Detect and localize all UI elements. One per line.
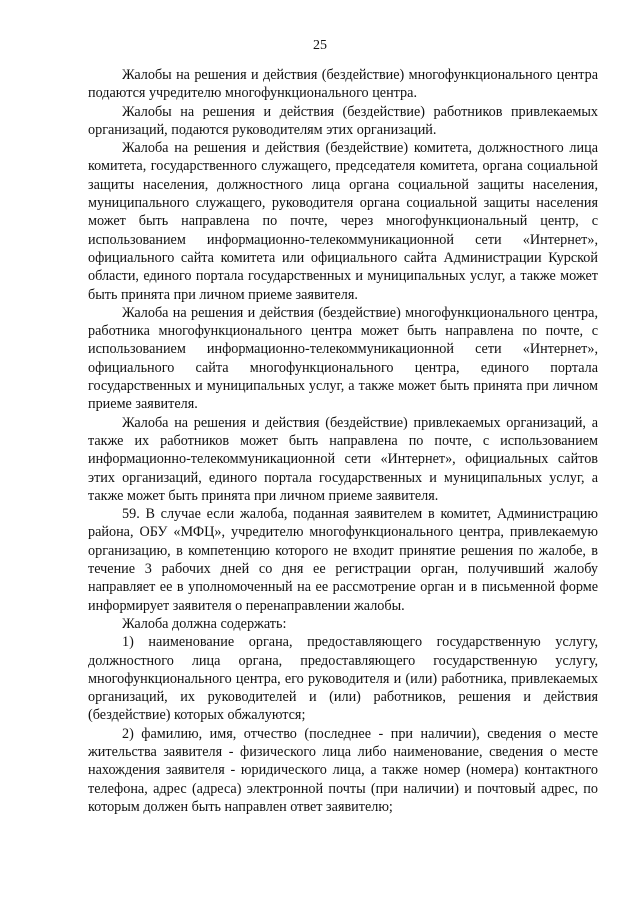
paragraph-item-59: 59. В случае если жалоба, поданная заявителем в комитет, Администрацию района, ОБУ «МФЦ», учредителю многофункционального центра, привлекаемую организацию, в компетенцию которого не входит принятие решения по жалобе, в течение 3 рабочих дней со дня ее регистрации орган, получивший жалобу направляет ее в уполномоченный на ее рассмотрение орган и в письменной форме информирует заявителя о перенаправлении жалобы. (88, 506, 598, 614)
list-item: 1) наименование органа, предоставляющего государственную услугу, должностного лица органа, предоставляющего государственную услугу, многофункционального центра, его руководителя и (или) работника, привлекаемых организаций, их руководителей и (или) работников, решения и действия (бездействие) которых обжалуются; (88, 634, 598, 724)
paragraph: Жалобы на решения и действия (бездействие) работников привлекаемых организаций, подаются руководителям этих организаций. (88, 103, 598, 138)
paragraph: Жалоба должна содержать: (122, 615, 287, 632)
paragraph: Жалобы на решения и действия (бездействие) многофункционального центра подаются учредителю многофункционального центра. (88, 67, 598, 102)
page-number: 25 (313, 38, 327, 53)
list-item: 2) фамилию, имя, отчество (последнее - при наличии), сведения о месте жительства заявителя - физического лица либо наименование, сведения о месте нахождения заявителя - юридического лица, а также номер (номера) контактного телефона, адрес (адреса) электронной почты (при наличии) и почтовый адрес, по которым должен быть направлен ответ заявителю; (88, 725, 598, 815)
paragraph: Жалоба на решения и действия (бездействие) комитета, должностного лица комитета, государственного служащего, председателя комитета, органа социальной защиты населения, должностного лица органа социальной защиты населения, муниципального служащего, руководителя органа социальной защиты населения может быть направлена по почте, через многофункциональный центр, с использованием информационно-телекоммуникационной сети «Интернет», официального сайта комитета или официального сайта Администрации Курской области, единого портала государственных и муниципальных услуг, а также может быть принята при личном приеме заявителя. (88, 140, 598, 303)
paragraph: Жалоба на решения и действия (бездействие) многофункционального центра, работника многофункционального центра может быть направлена по почте, с использованием информационно-телекоммуникационной сети «Интернет», официального сайта многофункционального центра, единого портала государственных и муниципальных услуг, а также может быть принята при личном приеме заявителя. (88, 304, 598, 413)
document-body (88, 66, 598, 816)
paragraph: Жалоба на решения и действия (бездействие) привлекаемых организаций, а также их работников может быть направлена по почте, с использованием информационно-телекоммуникационной сети «Интернет», официальных сайтов этих организаций, единого портала государственных и муниципальных услуг, а также может быть принята при личном приеме заявителя. (88, 414, 598, 504)
